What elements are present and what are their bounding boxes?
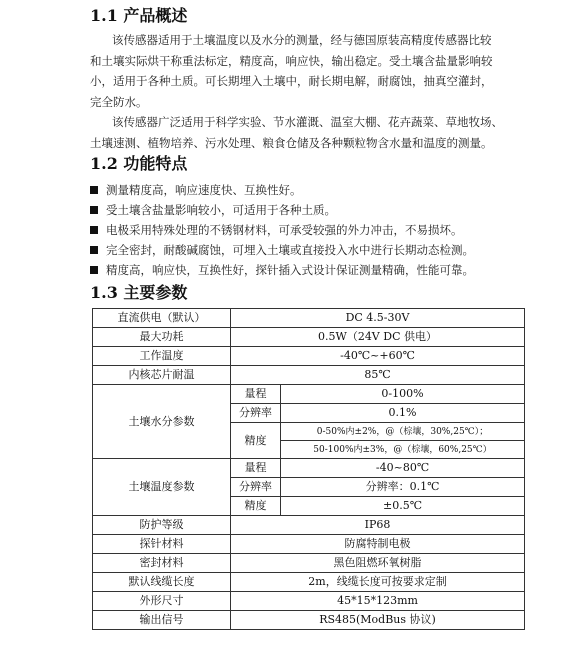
table-row [93,366,525,385]
paragraph-line: 该传感器适用于土壤温度以及水分的测量，经与德国原装高精度传感器比较 [112,33,492,47]
overview-paragraph-2 [90,112,520,153]
param-sub-name: 量程 [231,459,281,478]
param-value: 85℃ [231,366,525,385]
param-value: IP68 [231,516,525,535]
bullet-square-icon [90,226,98,234]
param-name: 防护等级 [93,516,231,535]
bullet-square-icon [90,186,98,194]
param-value: 2m，线缆长度可按要求定制 [231,573,525,592]
param-value: ±0.5℃ [281,497,525,516]
param-value: RS485(ModBus 协议) [231,611,525,630]
param-value: -40℃~+60℃ [231,347,525,366]
paragraph-line: 土壤速测、植物培养、污水处理、粮食仓储及各种颗粒物含水量和温度的测量。 [90,135,493,150]
param-value: 45*15*123mm [231,592,525,611]
bullet-square-icon [90,266,98,274]
overview-paragraph-1 [90,30,520,112]
section-title-overview: 1.1 产品概述 [90,6,188,25]
table-row [93,611,525,630]
table-row [93,573,525,592]
param-name: 工作温度 [93,347,231,366]
param-name: 默认线缆长度 [93,573,231,592]
paragraph-line: 该传感器广泛适用于科学实验、节水灌溉、温室大棚、花卉蔬菜、草地牧场、 [112,115,503,129]
table-row [93,385,525,404]
table-row [93,592,525,611]
table-row [93,535,525,554]
feature-item: 电极采用特殊处理的不锈钢材料，可承受较强的外力冲击，不易损坏。 [90,220,463,240]
table-row [93,459,525,478]
table-row [93,554,525,573]
feature-item: 完全密封，耐酸碱腐蚀，可埋入土壤或直接投入水中进行长期动态检测。 [90,240,474,260]
param-value: 分辨率：0.1℃ [281,478,525,497]
param-name: 内核芯片耐温 [93,366,231,385]
bullet-square-icon [90,246,98,254]
param-value: DC 4.5-30V [231,309,525,328]
paragraph-line: 完全防水。 [90,94,148,109]
table-row [93,328,525,347]
paragraph-line: 和土壤实际烘干称重法标定，精度高，响应快，输出稳定。受土壤含盐量影响较 [90,53,493,68]
feature-item: 受土壤含盐量影响较小，可适用于各种土质。 [90,200,336,220]
param-value: 0.5W（24V DC 供电） [231,328,525,347]
param-sub-name: 分辨率 [231,478,281,497]
param-name: 密封材料 [93,554,231,573]
param-name: 输出信号 [93,611,231,630]
section-title-parameters: 1.3 主要参数 [90,283,188,302]
param-group-label: 土壤温度参数 [93,459,231,516]
param-sub-name: 精度 [231,423,281,459]
feature-item: 精度高，响应快，互换性好，探针插入式设计保证测量精确，性能可靠。 [90,260,474,280]
param-sub-name: 量程 [231,385,281,404]
table-row [93,309,525,328]
param-sub-name: 精度 [231,497,281,516]
section-title-features: 1.2 功能特点 [90,154,188,173]
param-name: 最大功耗 [93,328,231,347]
param-value: 0-100% [281,385,525,404]
param-value: 0-50%内±2%，@（棕壤，30%,25℃）； [281,423,525,441]
param-name: 外形尺寸 [93,592,231,611]
paragraph-line: 小，适用于各种土质。可长期埋入土壤中，耐长期电解，耐腐蚀，抽真空灌封， [90,74,493,88]
param-value: 0.1% [281,404,525,423]
param-value: 50-100%内±3%，@（棕壤，60%,25℃） [281,441,525,459]
table-row [93,347,525,366]
param-value: 黑色阻燃环氧树脂 [231,554,525,573]
param-value: -40~80℃ [281,459,525,478]
parameter-table [92,308,525,630]
feature-item: 测量精度高，响应速度快、互换性好。 [90,180,302,200]
bullet-square-icon [90,206,98,214]
param-group-label: 土壤水分参数 [93,385,231,459]
param-value: 防腐特制电极 [231,535,525,554]
param-name: 探针材料 [93,535,231,554]
param-sub-name: 分辨率 [231,404,281,423]
table-row [93,516,525,535]
param-name: 直流供电（默认） [93,309,231,328]
